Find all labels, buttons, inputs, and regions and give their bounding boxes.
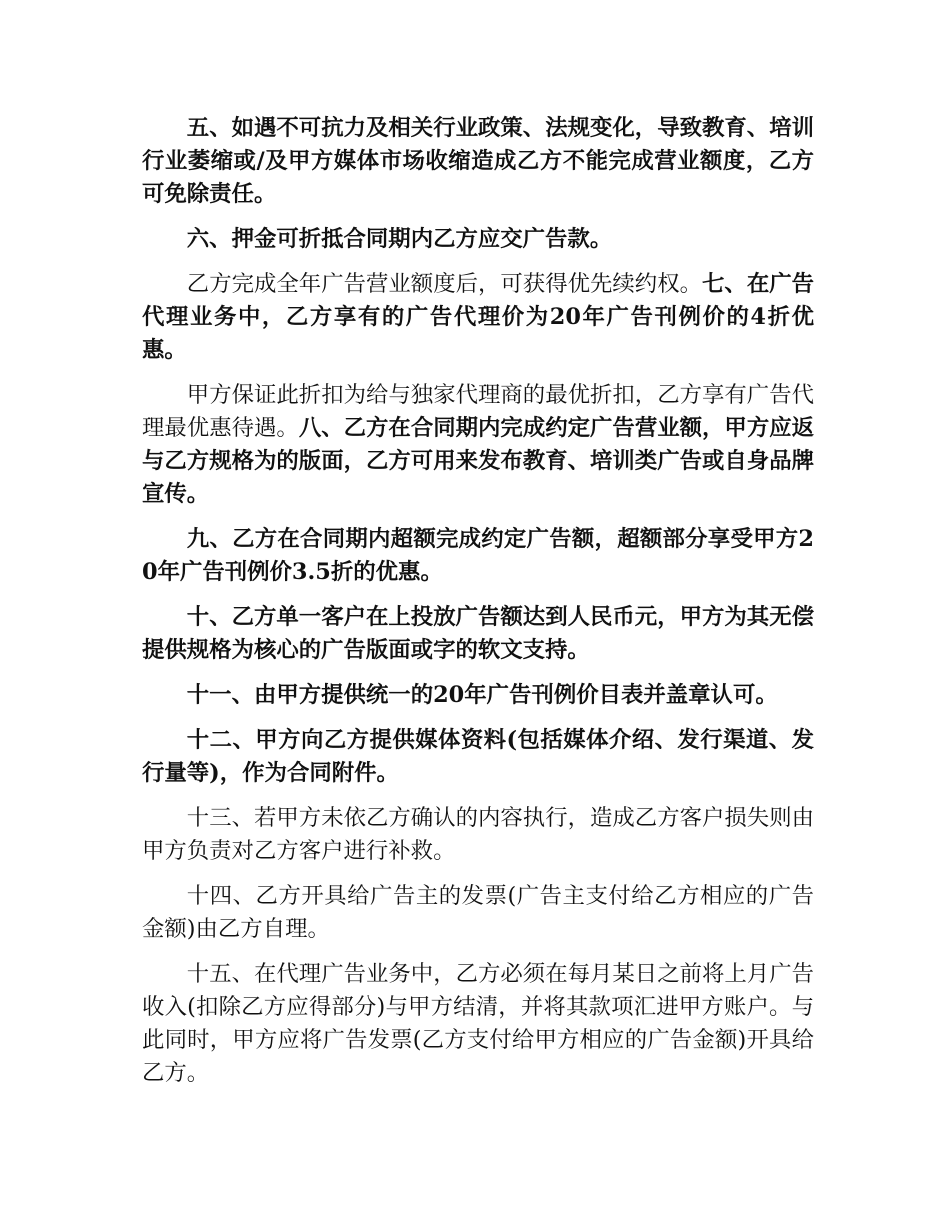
clause-14 — [142, 880, 814, 946]
clause-12 — [142, 724, 814, 790]
clause-9 — [142, 523, 814, 589]
clause-9-text: 九、乙方在合同期内超额完成约定广告额，超额部分享受甲方20年广告刊例价3.5折的优惠。 — [142, 526, 814, 585]
renewal-note-text: 乙方完成全年广告营业额度后，可获得优先续约权。 — [186, 271, 703, 297]
clause-8 — [142, 379, 814, 511]
clause-6-text: 六、押金可折抵合同期内乙方应交广告款。 — [186, 226, 613, 252]
clause-15 — [142, 958, 814, 1090]
clause-10-text: 十、乙方单一客户在上投放广告额达到人民币元，甲方为其无偿提供规格为核心的广告版面或字的软文支持。 — [142, 604, 814, 663]
clause-13 — [142, 802, 814, 868]
clause-13-text: 十三、若甲方未依乙方确认的内容执行，造成乙方客户损失则由甲方负责对乙方客户进行补救。 — [142, 805, 814, 864]
clause-14-text: 十四、乙方开具给广告主的发票(广告主支付给乙方相应的广告金额)由乙方自理。 — [142, 883, 814, 942]
discount-guarantee-text: 甲方保证此折扣为给与独家代理商的最优折扣，乙方享有广告代理最优惠待遇。 — [142, 382, 814, 441]
clause-5 — [142, 112, 814, 211]
clause-10 — [142, 601, 814, 667]
clause-12-text: 十二、甲方向乙方提供媒体资料(包括媒体介绍、发行渠道、发行量等)，作为合同附件。 — [142, 727, 814, 786]
document-page — [142, 112, 814, 1102]
clause-8-text: 八、乙方在合同期内完成约定广告营业额，甲方应返与乙方规格为的版面，乙方可用来发布教育、培训类广告或自身品牌宣传。 — [142, 415, 815, 507]
clause-7 — [142, 268, 814, 367]
clause-5-text: 五、如遇不可抗力及相关行业政策、法规变化，导致教育、培训行业萎缩或/及甲方媒体市场收缩造成乙方不能完成营业额度，乙方可免除责任。 — [142, 115, 814, 207]
clause-11 — [142, 679, 814, 712]
clause-6 — [142, 223, 814, 256]
clause-15-text: 十五、在代理广告业务中，乙方必须在每月某日之前将上月广告收入(扣除乙方应得部分)与甲方结清，并将其款项汇进甲方账户。与此同时，甲方应将广告发票(乙方支付给甲方相应的广告金额)开具给乙方。 — [142, 961, 814, 1086]
clause-11-text: 十一、由甲方提供统一的20年广告刊例价目表并盖章认可。 — [186, 682, 778, 708]
clause-7-text: 七、在广告代理业务中，乙方享有的广告代理价为20年广告刊例价的4折优惠。 — [142, 271, 815, 363]
